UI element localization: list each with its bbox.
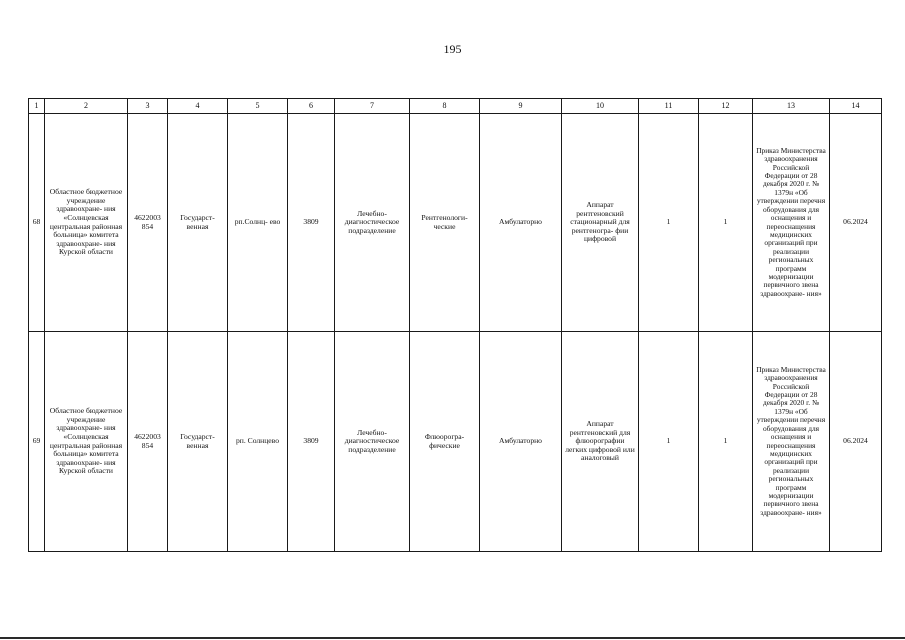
header-cell: 5 bbox=[228, 99, 288, 114]
department: Лечебно- диагностическое подразделение bbox=[335, 332, 410, 552]
inn: 4622003 854 bbox=[128, 114, 168, 332]
inn: 4622003 854 bbox=[128, 332, 168, 552]
profile: Флюорогра- фические bbox=[410, 332, 480, 552]
header-cell: 13 bbox=[753, 99, 830, 114]
code: 3809 bbox=[288, 332, 335, 552]
code: 3809 bbox=[288, 114, 335, 332]
quantity-required: 1 bbox=[639, 332, 699, 552]
scan-edge-line bbox=[0, 637, 905, 639]
equipment-name: Аппарат рентгеновский стационарный для рентгеногра- фии цифровой bbox=[562, 114, 639, 332]
quantity-planned: 1 bbox=[699, 332, 753, 552]
legal-basis: Приказ Министерства здравоохранения Российской Федерации от 28 декабря 2020 г. № 1379н «Об утверждении перечня оборудования для оснащения и переоснащения медицинских организаций при реализации региональных программ модернизации первичного звена здравоохране- ния» bbox=[753, 332, 830, 552]
header-cell: 4 bbox=[168, 99, 228, 114]
table-row bbox=[29, 332, 882, 552]
deadline: 06.2024 bbox=[830, 332, 882, 552]
header-cell: 8 bbox=[410, 99, 480, 114]
header-cell: 14 bbox=[830, 99, 882, 114]
row-number: 68 bbox=[29, 114, 45, 332]
locality: рп. Солнцево bbox=[228, 332, 288, 552]
deadline: 06.2024 bbox=[830, 114, 882, 332]
header-cell: 7 bbox=[335, 99, 410, 114]
table-row bbox=[29, 114, 882, 332]
equipment-name: Аппарат рентгеновский для флюорографии легких цифровой или аналоговый bbox=[562, 332, 639, 552]
organization-name: Областное бюджетное учреждение здравоохране- ния «Солнцевская центральная районная больница» комитета здравоохране- ния Курской области bbox=[45, 332, 128, 552]
header-row bbox=[29, 99, 882, 114]
ownership-form: Государст- венная bbox=[168, 332, 228, 552]
legal-basis: Приказ Министерства здравоохранения Российской Федерации от 28 декабря 2020 г. № 1379н «Об утверждении перечня оборудования для оснащения и переоснащения медицинских организаций при реализации региональных программ модернизации первичного звена здравоохране- ния» bbox=[753, 114, 830, 332]
department: Лечебно- диагностическое подразделение bbox=[335, 114, 410, 332]
quantity-planned: 1 bbox=[699, 114, 753, 332]
ownership-form: Государст- венная bbox=[168, 114, 228, 332]
page-number: 195 bbox=[443, 42, 462, 56]
quantity-required: 1 bbox=[639, 114, 699, 332]
row-number: 69 bbox=[29, 332, 45, 552]
locality: рп.Солнц- ево bbox=[228, 114, 288, 332]
header-cell: 6 bbox=[288, 99, 335, 114]
header-cell: 10 bbox=[562, 99, 639, 114]
header-cell: 9 bbox=[480, 99, 562, 114]
equipment-table bbox=[28, 98, 882, 552]
care-conditions: Амбулаторно bbox=[480, 114, 562, 332]
header-cell: 2 bbox=[45, 99, 128, 114]
header-cell: 11 bbox=[639, 99, 699, 114]
header-cell: 1 bbox=[29, 99, 45, 114]
header-cell: 12 bbox=[699, 99, 753, 114]
header-cell: 3 bbox=[128, 99, 168, 114]
organization-name: Областное бюджетное учреждение здравоохране- ния «Солнцевская центральная районная больница» комитета здравоохране- ния Курской области bbox=[45, 114, 128, 332]
care-conditions: Амбулаторно bbox=[480, 332, 562, 552]
profile: Рентгенологи- ческие bbox=[410, 114, 480, 332]
